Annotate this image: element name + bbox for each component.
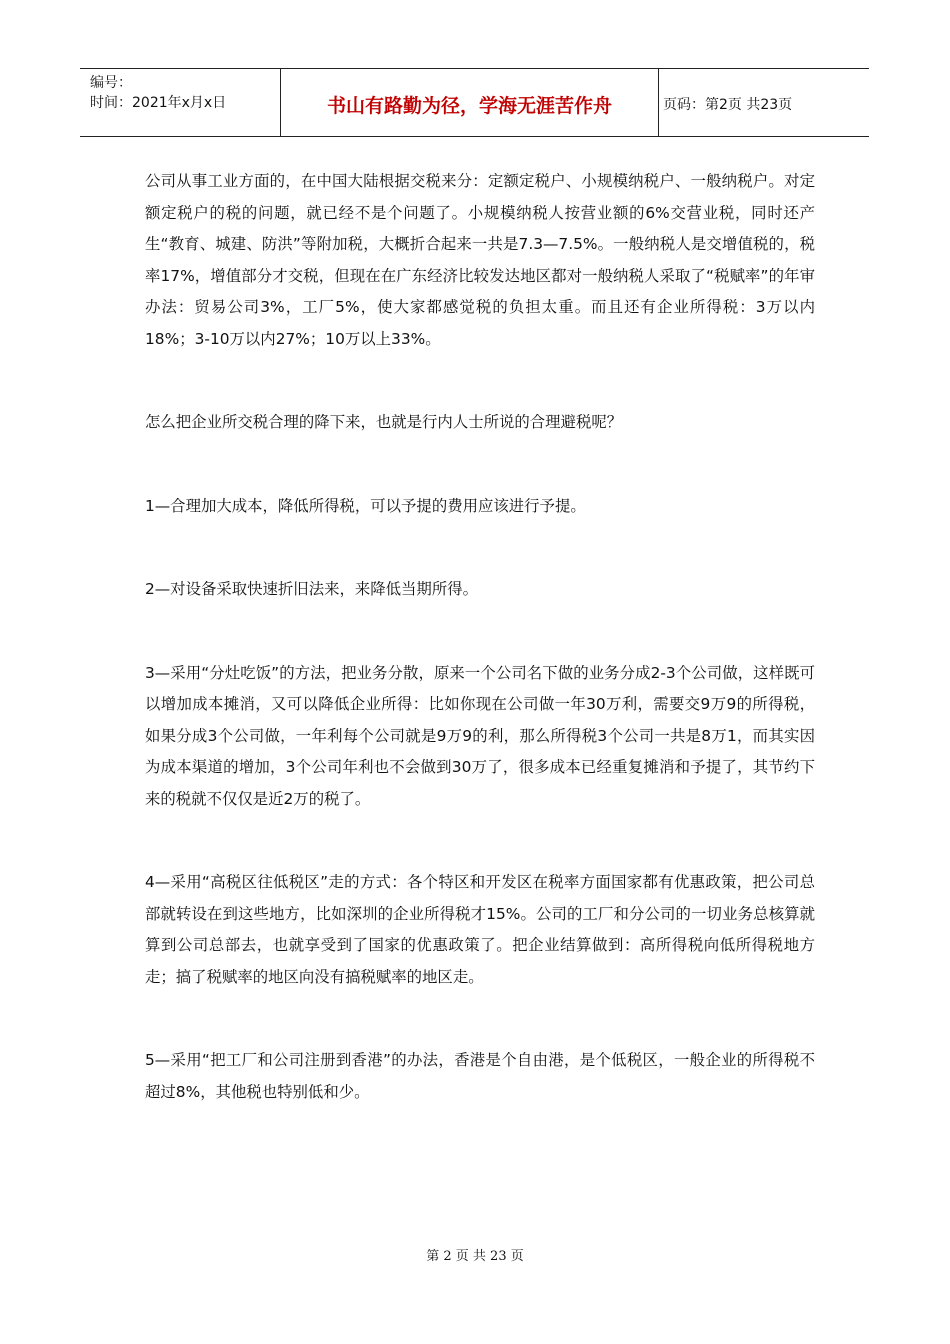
paragraph-method-5: 5—采用“把工厂和公司注册到香港”的办法，香港是个自由港，是个低税区，一般企业的所得税不超过8%，其他税也特别低和少。 xyxy=(145,1051,815,1101)
paragraph-question: 怎么把企业所交税合理的降下来，也就是行内人士所说的合理避税呢？ xyxy=(145,413,623,431)
paragraph-tax-types: 公司从事工业方面的，在中国大陆根据交税来分：定额定税户、小规模纳税户、一般纳税户。对定额定税户的税的问题，就已经不是个问题了。小规模纳税人按营业额的6%交营业税，同时还产生“教育、城建、防洪”等附加税，大概折合起来一共是7.3—7.5%。一般纳税人是交增值税的，税率17%，增值部分才交税，但现在在广东经济比较发达地区都对一般纳税人采取了“税赋率”的年审办法：贸易公司3%，工厂5%，使大家都感觉税的负担太重。而且还有企业所得税：3万以内18%；3-10万以内27%；10万以上33%。 xyxy=(145,172,815,348)
header-meta xyxy=(80,69,280,136)
date-label: 时间：2021年x月x日 xyxy=(90,95,227,111)
paragraph-method-1: 1—合理加大成本，降低所得税，可以予提的费用应该进行予提。 xyxy=(145,496,586,515)
paragraph-method-3: 3—采用“分灶吃饭”的方法，把业务分散，原来一个公司名下做的业务分成2-3个公司做，这样既可以增加成本摊消，又可以降低企业所得：比如你现在公司做一年30万利，需要交9万9的所得税，如果分成3个公司做，一年利每个公司就是9万9的利，那么所得税3个公司一共是8万1，而其实因为成本渠道的增加，3个公司年利也不会做到30万了，很多成本已经重复摊消和予提了，其节约下来的税就不仅仅是近2万的税了。 xyxy=(145,663,815,808)
motto: 书山有路勤为径，学海无涯苦作舟 xyxy=(326,95,612,117)
paragraph-method-4: 4—采用“高税区往低税区”走的方式：各个特区和开发区在税率方面国家都有优惠政策，把公司总部就转设在到这些地方，比如深圳的企业所得税才15%。公司的工厂和分公司的一切业务总核算就算到公司总部去，也就享受到了国家的优惠政策了。把企业结算做到：高所得税向低所得税地方走；搞了税赋率的地区向没有搞税赋率的地区走。 xyxy=(145,873,815,986)
header-motto-cell xyxy=(280,69,659,136)
page-footer: 第 2 页 共 23 页 xyxy=(426,1249,524,1264)
paragraph-method-2: 2—对设备采取快速折旧法来，来降低当期所得。 xyxy=(145,580,478,598)
document-body xyxy=(145,166,815,1160)
page-info: 页码：第2页 共23页 xyxy=(663,97,793,113)
document-header xyxy=(80,68,869,137)
number-label: 编号： xyxy=(90,75,132,91)
